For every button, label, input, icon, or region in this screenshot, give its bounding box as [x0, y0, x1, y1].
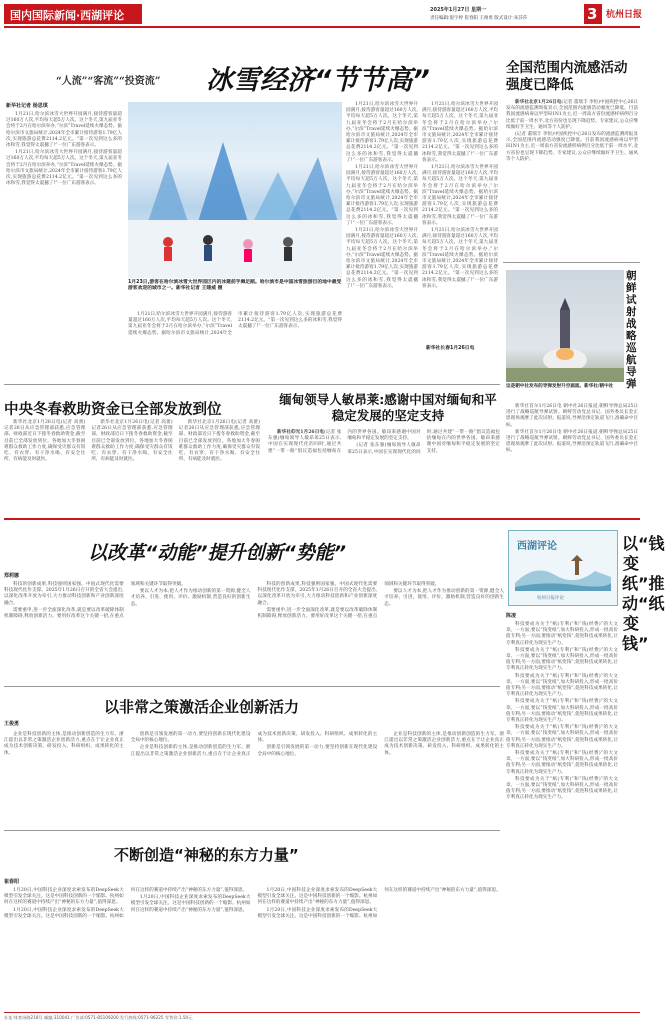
policy-byline: 王俊勇 — [4, 721, 20, 727]
divider — [4, 686, 500, 687]
lead-body-col1: 1月21日,哈尔滨冰雪大世界开园满月,接待游客量超过160万人次,平均每天超5万人次。这个冬天,第九届亚冬会将于2月在哈尔滨举办,“尔滨”Travel延续火爆态势。据哈尔滨市文旅局统计,2024年全市累计接待游客1.79亿人次,实现旅游总花费2114.2亿元。“第一次见到这么多的冰和雪,我觉得太震撼了!”一位广东游客表示。 1月21日,哈尔滨冰雪大世界开园满月,接待游客量超过160万人次,平均每天超5万人次。这个冬天,第九届亚冬会将于2月在哈尔滨举办,“尔滨”Travel延续火爆态势。据哈尔滨市文旅局统计,2024年全市累计接待游客1.79亿人次,实现旅游总花费2114.2亿元。“第一次见到这么多的冰和雪,我觉得太震撼了!”一位广东游客表示。 — [6, 112, 122, 187]
section-tag — [4, 4, 142, 24]
lead-photo — [128, 102, 342, 278]
lead-byline: 新华社记者 杨思琪 — [6, 103, 48, 109]
myanmar-headline: 缅甸领导人敏昂莱:感谢中国对缅甸和平稳定发展的坚定支持 — [279, 392, 497, 423]
policy-story — [4, 690, 504, 828]
policy-body: 企业是科技创新的主体,是推动创新创造的生力军。浙江提出以非常之策激活企业创新活力,重点在于让企业真正成为技术创新决策、研发投入、科研组织、成果转化的主体。 创新是引领发展的第一动力,要坚持创新在现代化建设全局中的核心地位。 企业是科技创新的主体,是推动创新创造的生力军。浙江提出以非常之策激活企业创新活力,重点在于让企业真正成为技术创新决策、研发投入、科研组织、成果转化的主体。 创新是引领发展的第一动力,要坚持创新在现代化建设全局中的核心地位。 企业是科技创新的主体,是推动创新创造的生力军。浙江提出以非常之策激活企业创新活力,重点在于让企业真正成为技术创新决策、研发投入、科研组织、成果转化的主体。 — [4, 732, 504, 757]
footer-rule — [4, 1012, 640, 1013]
emergency-headline: 中央冬春救助资金已全部发放到位 — [4, 402, 222, 418]
missile-story — [504, 264, 640, 514]
missile-photo — [506, 270, 624, 382]
column-logo-sub: 杭州日报评论 — [537, 596, 564, 601]
qianbianzhi-headline-vertical: 以“钱变纸”推动“纸变钱” — [622, 534, 665, 653]
west-lake-illustration — [515, 553, 611, 591]
myanmar-story — [268, 390, 500, 512]
page-number: 3 — [587, 5, 598, 23]
lead-body-col3: 1月21日,哈尔滨冰雪大世界开园满月,接待游客量超过160万人次,平均每天超5万人次。这个冬天,第九届亚冬会将于2月在哈尔滨举办,“尔滨”Travel延续火爆态势。据哈尔滨市文旅局统计,2024年全市累计接待游客1.79亿人次,实现旅游总花费2114.2亿元。“第一次见到这么多的冰和雪,我觉得太震撼了!”一位广东游客表示。 1月21日,哈尔滨冰雪大世界开园满月,接待游客量超过160万人次,平均每天超5万人次。这个冬天,第九届亚冬会将于2月在哈尔滨举办,“尔滨”Travel延续火爆态势。据哈尔滨市文旅局统计,2024年全市累计接待游客1.79亿人次,实现旅游总花费2114.2亿元。“第一次见到这么多的冰和雪,我觉得太震撼了!”一位广东游客表示。 1月21日,哈尔滨冰雪大世界开园满月,接待游客量超过160万人次,平均每天超5万人次。这个冬天,第九届亚冬会将于2月在哈尔滨举办,“尔滨”Travel延续火爆态势。据哈尔滨市文旅局统计,2024年全市累计接待游客1.79亿人次,实现旅游总花费2114.2亿元。“第一次见到这么多的冰和雪,我觉得太震撼了!”一位广东游客表示。 — [346, 102, 418, 289]
flu-story — [504, 30, 640, 262]
lead-dateline-end: 新华社长春1月26日电 — [426, 346, 475, 351]
emergency-story — [4, 390, 260, 510]
divider — [503, 262, 640, 263]
divider — [4, 830, 500, 831]
column-logo — [508, 530, 618, 606]
missile-body: 新华社首尔1月26日电 朝中社26日报道,朝鲜导弹总局25日进行了战略巡航导弹试射。朝鲜劳动党总书记、国务委员长金正恩现场观摩了此次试射。报道说,导弹沿预定轨道飞行,准确命中目标。 新华社首尔1月26日电 朝中社26日报道,朝鲜导弹总局25日进行了战略巡航导弹试射。朝鲜劳动党总书记、国务委员长金正恩现场观摩了此次试射。报道说,导弹沿预定轨道飞行,准确命中目标。 — [506, 404, 638, 454]
missile-illustration — [506, 270, 624, 382]
masthead-rule — [4, 26, 640, 28]
missile-title-vertical: 朝鲜试射战略巡航导弹 — [626, 270, 637, 390]
column-logo-title: 西湖评论 — [517, 541, 557, 552]
shenmi-story — [4, 834, 504, 1010]
lead-body-under-photo: 1月21日,哈尔滨冰雪大世界开园满月,接待游客量超过160万人次,平均每天超5万人次。这个冬天,第九届亚冬会将于2月在哈尔滨举办,“尔滨”Travel延续火爆态势。据哈尔滨市文旅局统计,2024年全市累计接待游客1.79亿人次,实现旅游总花费2114.2亿元。“第一次见到这么多的冰和雪,我觉得太震撼了!”一位广东游客表示。 — [128, 312, 342, 336]
policy-headline: 以非常之策激活企业创新活力 — [104, 698, 300, 716]
section-rule — [4, 518, 640, 520]
editors: 责任编辑:倪宇婷 崔春阳 王俊勇 版式设计:朱莎莎 — [430, 16, 528, 21]
qianbianzhi-story — [506, 608, 640, 1008]
masthead — [4, 4, 643, 24]
reform-body: 科技的创新成果,科技强则国家强。中国式现代化需要科技现代化作支撑。2025年1月26日召开的全省大会提出,以深化改革开放为牵引,大力推动科技创新和产业创新深度融合。 需要重申,进一步全面深化改革,就是要以改革破除体制机制障碍,释放创新活力。要用好改革这个关键一招,在重点领域和关键环节取得突破。 要以人才为本,把人才作为推动创新的第一资源,健全人才培养、引进、使用、评价、激励机制,营造良好的创新生态。 科技的创新成果,科技强则国家强。中国式现代化需要科技现代化作支撑。2025年1月26日召开的全省大会提出,以深化改革开放为牵引,大力推动科技创新和产业创新深度融合。 需要重申,进一步全面深化改革,就是要以改革破除体制机制障碍,释放创新活力。要用好改革这个关键一招,在重点领域和关键环节取得突破。 要以人才为本,把人才作为推动创新的第一资源,健全人才培养、引进、使用、评价、激励机制,营造良好的创新生态。 — [4, 582, 504, 620]
lead-photo-caption: 1月23日,游客在哈尔滨冰雪大世界园区内的冰建前手舞足蹈。哈尔滨市是中国冰雪旅游目的地中最受游客欢迎的城市之一。新华社记者 王建威 摄 — [128, 280, 342, 292]
page-number-box — [584, 4, 602, 24]
section-title: 国内国际新闻·西湖评论 — [10, 9, 125, 22]
divider — [4, 384, 500, 385]
reform-headline: 以改革“动能”提升创新“势能” — [88, 542, 346, 564]
shenmi-byline: 崔春阳 — [4, 879, 20, 885]
lead-body-col4: 1月21日,哈尔滨冰雪大世界开园满月,接待游客量超过160万人次,平均每天超5万人次。这个冬天,第九届亚冬会将于2月在哈尔滨举办,“尔滨”Travel延续火爆态势。据哈尔滨市文旅局统计,2024年全市累计接待游客1.79亿人次,实现旅游总花费2114.2亿元。“第一次见到这么多的冰和雪,我觉得太震撼了!”一位广东游客表示。 1月21日,哈尔滨冰雪大世界开园满月,接待游客量超过160万人次,平均每天超5万人次。这个冬天,第九届亚冬会将于2月在哈尔滨举办,“尔滨”Travel延续火爆态势。据哈尔滨市文旅局统计,2024年全市累计接待游客1.79亿人次,实现旅游总花费2114.2亿元。“第一次见到这么多的冰和雪,我觉得太震撼了!”一位广东游客表示。 1月21日,哈尔滨冰雪大世界开园满月,接待游客量超过160万人次,平均每天超5万人次。这个冬天,第九届亚冬会将于2月在哈尔滨举办,“尔滨”Travel延续火爆态势。据哈尔滨市文旅局统计,2024年全市累计接待游客1.79亿人次,实现旅游总花费2114.2亿元。“第一次见到这么多的冰和雪,我觉得太震撼了!”一位广东游客表示。 — [422, 102, 499, 289]
flu-body: 新华社北京1月26日电(记者 董瑞丰 李恒)中国疾控中心26日发布的流感监测周报显示,全国范围内流感活动强度已降低。目前我国流感病毒以甲型H1N1为主,近一周南方省份流感样病例百分比低于前一周水平,北方省份也呈现下降趋势。专家建议,公众应继续做好手卫生、通风等个人防护。 (记者 董瑞丰 李恒)中国疾控中心26日发布的流感监测周报显示,全国范围内流感活动强度已降低。目前我国流感病毒以甲型H1N1为主,近一周南方省份流感样病例百分比低于前一周水平,北方省份也呈现下降趋势。专家建议,公众应继续做好手卫生、通风等个人防护。 — [506, 100, 639, 162]
flu-headline: 全国范围内流感活动强度已降低 — [506, 60, 628, 93]
shenmi-headline: 不断创造“神秘的东方力量” — [114, 846, 299, 864]
qianbianzhi-body: 科技要成为关于“纸(专利)”和“钱(经费)”的大文章。一方面,要以“钱变纸”,加大科研投入,形成一批高价值专利;另一方面,要推动“纸变钱”,促进科技成果转化,让专利真正转化为现实生产力。 科技要成为关于“纸(专利)”和“钱(经费)”的大文章。一方面,要以“钱变纸”,加大科研投入,形成一批高价值专利;另一方面,要推动“纸变钱”,促进科技成果转化,让专利真正转化为现实生产力。 科技要成为关于“纸(专利)”和“钱(经费)”的大文章。一方面,要以“钱变纸”,加大科研投入,形成一批高价值专利;另一方面,要推动“纸变钱”,促进科技成果转化,让专利真正转化为现实生产力。 科技要成为关于“纸(专利)”和“钱(经费)”的大文章。一方面,要以“钱变纸”,加大科研投入,形成一批高价值专利;另一方面,要推动“纸变钱”,促进科技成果转化,让专利真正转化为现实生产力。 科技要成为关于“纸(专利)”和“钱(经费)”的大文章。一方面,要以“钱变纸”,加大科研投入,形成一批高价值专利;另一方面,要推动“纸变钱”,促进科技成果转化,让专利真正转化为现实生产力。 科技要成为关于“纸(专利)”和“钱(经费)”的大文章。一方面,要以“钱变纸”,加大科研投入,形成一批高价值专利;另一方面,要推动“纸变钱”,促进科技成果转化,让专利真正转化为现实生产力。 科技要成为关于“纸(专利)”和“钱(经费)”的大文章。一方面,要以“钱变纸”,加大科研投入,形成一批高价值专利;另一方面,要推动“纸变钱”,促进科技成果转化,让专利真正转化为现实生产力。 — [506, 622, 618, 801]
myanmar-body: 新华社仰光1月26日电(记者 张东强)缅甸领导人敏昂莱25日表示,中国在实现现代化的同时,通过共建“一带一路”倡议造福包括缅甸在内的世界各国。敏昂莱感谢中国对缅甸和平稳定发展的坚定支持。 (记者 张东强)缅甸领导人敏昂莱25日表示,中国在实现现代化的同时,通过共建“一带一路”倡议造福包括缅甸在内的世界各国。敏昂莱感谢中国对缅甸和平稳定发展的坚定支持。 — [268, 430, 500, 455]
emergency-body: 新华社北京1月26日电(记者 高蕾)记者26日从应急管理部获悉,应急管理部、财政部近日下拨冬春救助资金,截至目前已全部发放到位。各地加大冬春困难群众救助工作力度,确保受灾群众有饭吃、有衣穿、有干净水喝、有安全住所、有病能及时就医。 新华社北京1月26日电(记者 高蕾)记者26日从应急管理部获悉,应急管理部、财政部近日下拨冬春救助资金,截至目前已全部发放到位。各地加大冬春困难群众救助工作力度,确保受灾群众有饭吃、有衣穿、有干净水喝、有安全住所、有病能及时就医。 新华社北京1月26日电(记者 高蕾)记者26日从应急管理部获悉,应急管理部、财政部近日下拨冬春救助资金,截至目前已全部发放到位。各地加大冬春困难群众救助工作力度,确保受灾群众有饭吃、有衣穿、有干净水喝、有安全住所、有病能及时就医。 — [4, 420, 260, 463]
ice-castle-illustration — [128, 102, 342, 278]
issue-date: 2025年1月27日 星期一 — [430, 7, 487, 13]
lead-kicker: “人流”“客流”“投资流” — [56, 76, 161, 87]
newspaper-logo: 杭州日报 — [606, 10, 643, 20]
shenmi-body: 1月20日,中国科技企业深度求索发布的DeepSeek大模型引发全球关注。这是中国科技创新的一个缩影。杭州如何在这样的赛道中持续产出“神秘的东方力量”,值得深思。 1月20日,中国科技企业深度求索发布的DeepSeek大模型引发全球关注。这是中国科技创新的一个缩影。杭州如何在这样的赛道中持续产出“神秘的东方力量”,值得深思。 1月20日,中国科技企业深度求索发布的DeepSeek大模型引发全球关注。这是中国科技创新的一个缩影。杭州如何在这样的赛道中持续产出“神秘的东方力量”,值得深思。 1月20日,中国科技企业深度求索发布的DeepSeek大模型引发全球关注。这是中国科技创新的一个缩影。杭州如何在这样的赛道中持续产出“神秘的东方力量”,值得深思。 1月20日,中国科技企业深度求索发布的DeepSeek大模型引发全球关注。这是中国科技创新的一个缩影。杭州如何在这样的赛道中持续产出“神秘的东方力量”,值得深思。 — [4, 888, 501, 919]
missile-caption: 这是朝中社发布的导弹发射升空画面。新华社/朝中社 — [506, 384, 614, 389]
qianbianzhi-byline: 陈凌 — [506, 613, 517, 619]
reform-byline: 郑莉娜 — [4, 573, 20, 579]
reform-story — [4, 524, 504, 684]
lead-headline: 冰雪经济“节节高” — [206, 65, 430, 96]
lead-story — [6, 30, 500, 380]
footer-info: 社址:体育场路218号 邮编:310041 广告部:0571-85109200 发行热线:0571-96225 零售价:1.50元 — [4, 1015, 193, 1020]
